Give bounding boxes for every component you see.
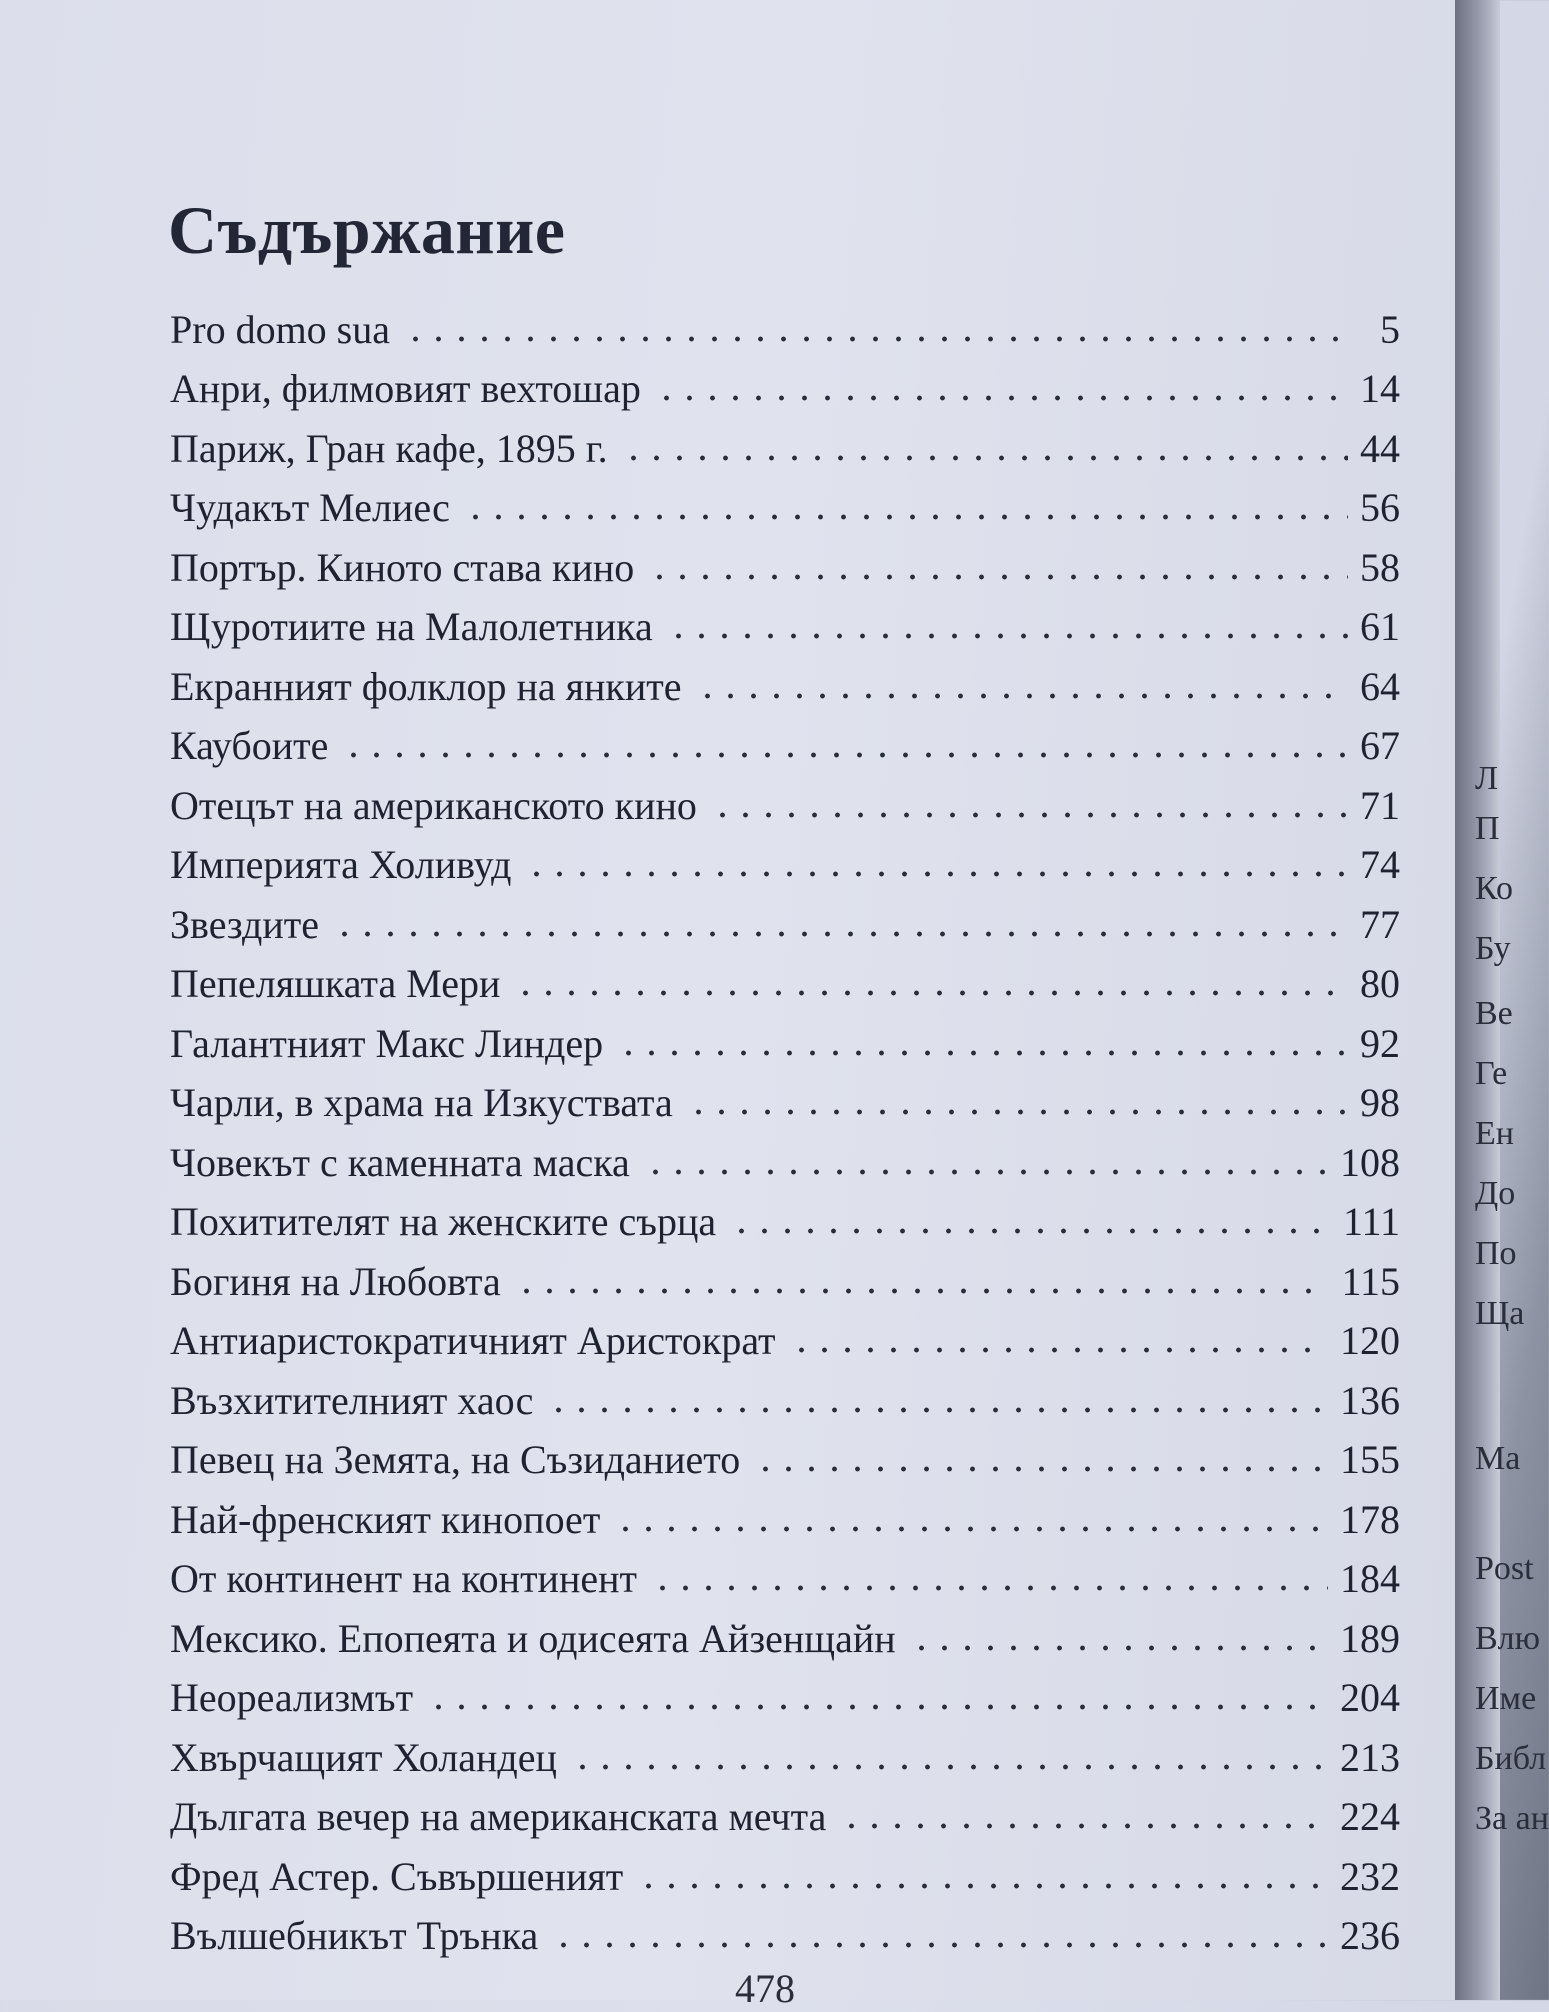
toc-entry-title: Богиня на Любовта xyxy=(170,1258,501,1304)
facing-page-fragment: Библ xyxy=(1475,1740,1547,1777)
toc-entry-title: Чудакът Мелиес xyxy=(170,485,450,530)
dot-leader xyxy=(342,750,1348,760)
toc-entry xyxy=(170,1837,1400,1897)
toc-entry-page: 98 xyxy=(1360,1080,1400,1125)
dot-leader xyxy=(617,1048,1348,1058)
toc-entry xyxy=(170,1599,1400,1659)
toc-entry-page: 189 xyxy=(1340,1615,1400,1661)
dot-leader xyxy=(696,691,1348,701)
toc-entry xyxy=(170,945,1400,1005)
toc-entry-title: Анри, филмовият вехтошар xyxy=(170,366,641,411)
toc-entry-page: 61 xyxy=(1360,604,1400,649)
toc-entry xyxy=(170,528,1400,588)
toc-entry-title: Чарли, в храма на Изкуствата xyxy=(170,1080,673,1125)
dot-leader xyxy=(514,988,1348,998)
toc-entry xyxy=(170,1480,1400,1540)
facing-page-fragment: Ен xyxy=(1475,1115,1514,1152)
toc-entry xyxy=(170,1302,1400,1362)
toc-entry-page: 213 xyxy=(1340,1734,1400,1780)
dot-leader xyxy=(547,1405,1328,1415)
toc-entry-page: 64 xyxy=(1360,663,1400,709)
dot-leader xyxy=(552,1940,1328,1950)
dot-leader xyxy=(730,1226,1331,1236)
page-number: 478 xyxy=(735,1966,795,2011)
table-of-contents xyxy=(170,290,1400,1956)
dot-leader xyxy=(622,453,1348,463)
facing-page-fragment: Ве xyxy=(1475,995,1513,1032)
toc-entry xyxy=(170,826,1400,886)
dot-leader xyxy=(651,1583,1328,1593)
dot-leader xyxy=(711,810,1348,820)
page-title: Съдържание xyxy=(168,191,566,268)
toc-entry-page: 108 xyxy=(1340,1139,1400,1185)
toc-entry-page: 204 xyxy=(1340,1675,1400,1720)
toc-entry-title: Щуротиите на Малолетника xyxy=(170,604,653,649)
toc-entry-page: 236 xyxy=(1340,1913,1400,1958)
facing-page-fragment: За ан xyxy=(1475,1800,1549,1837)
dot-leader xyxy=(644,1167,1328,1177)
facing-page-fragment: П xyxy=(1475,810,1500,847)
dot-leader xyxy=(790,1345,1328,1355)
toc-entry-page: 155 xyxy=(1340,1437,1400,1482)
toc-entry-page: 178 xyxy=(1340,1496,1400,1542)
facing-page-fragment: По xyxy=(1475,1235,1517,1272)
toc-entry xyxy=(170,707,1400,767)
toc-entry xyxy=(170,647,1400,707)
dot-leader xyxy=(648,572,1348,582)
facing-page-fragment: Ща xyxy=(1475,1295,1525,1332)
toc-entry-page: 224 xyxy=(1340,1794,1400,1839)
toc-entry xyxy=(170,1123,1400,1183)
facing-page-fragment: Post xyxy=(1475,1550,1534,1587)
toc-entry xyxy=(170,1897,1400,1957)
toc-entry xyxy=(170,350,1400,410)
facing-page-fragment: Ге xyxy=(1475,1055,1508,1092)
toc-entry xyxy=(170,1778,1400,1838)
toc-entry-title: Портър. Киното става кино xyxy=(170,544,635,590)
toc-entry-page: 77 xyxy=(1360,901,1400,947)
toc-entry xyxy=(170,409,1400,469)
facing-page-fragment: До xyxy=(1475,1175,1516,1212)
toc-entry-title: Певец на Земята, на Съзиданието xyxy=(170,1437,741,1482)
toc-entry-page: 115 xyxy=(1341,1258,1400,1304)
toc-entry-page: 184 xyxy=(1340,1556,1400,1601)
dot-leader xyxy=(464,512,1348,522)
toc-entry-title: Хвърчащият Холандец xyxy=(170,1734,557,1780)
toc-entry-title: Каубоите xyxy=(170,723,329,768)
toc-entry-title: Възхитителният хаос xyxy=(170,1377,534,1423)
toc-entry-page: 14 xyxy=(1360,366,1400,411)
toc-entry-page: 92 xyxy=(1360,1020,1400,1066)
toc-entry-title: Най-френският кинопоет xyxy=(170,1496,601,1542)
toc-entry xyxy=(170,1183,1400,1243)
toc-entry xyxy=(170,1242,1400,1302)
toc-entry xyxy=(170,1004,1400,1064)
dot-leader xyxy=(637,1881,1328,1891)
toc-entry xyxy=(170,588,1400,648)
toc-entry-title: Париж, Гран кафе, 1895 г. xyxy=(170,425,608,471)
toc-entry xyxy=(170,1659,1400,1719)
facing-page-fragment: Ко xyxy=(1475,870,1513,907)
toc-entry-title: Звездите xyxy=(170,901,320,947)
toc-entry-page: 74 xyxy=(1360,842,1400,887)
toc-entry-title: Човекът с каменната маска xyxy=(170,1139,630,1185)
dot-leader xyxy=(427,1702,1328,1712)
toc-entry xyxy=(170,1540,1400,1600)
toc-entry-title: От континент на континент xyxy=(170,1556,638,1601)
toc-entry xyxy=(170,1361,1400,1421)
toc-entry-title: Империята Холивуд xyxy=(170,842,512,887)
toc-entry-title: Антиаристократичният Аристократ xyxy=(170,1318,776,1363)
facing-page-fragment: Л xyxy=(1475,760,1499,797)
toc-entry xyxy=(170,1421,1400,1481)
toc-entry-title: Мексико. Епопеята и одисеята Айзенщайн xyxy=(170,1615,896,1661)
toc-entry-title: Галантният Макс Линдер xyxy=(170,1020,604,1066)
toc-entry-title: Вълшебникът Трънка xyxy=(170,1913,539,1958)
toc-entry-title: Фред Астер. Съвършеният xyxy=(170,1853,624,1899)
toc-entry-page: 58 xyxy=(1360,544,1400,590)
facing-page-fragment: Влю xyxy=(1475,1620,1541,1657)
toc-entry-page: 232 xyxy=(1340,1853,1400,1899)
dot-leader xyxy=(614,1524,1328,1534)
dot-leader xyxy=(515,1286,1330,1296)
toc-entry-title: Похитителят на женските сърца xyxy=(170,1199,717,1244)
toc-entry-page: 71 xyxy=(1360,782,1400,828)
facing-page-fragment: Име xyxy=(1475,1680,1537,1717)
toc-entry-title: Pro domo sua xyxy=(170,306,390,352)
toc-entry xyxy=(170,469,1400,529)
dot-leader xyxy=(404,334,1348,344)
facing-page-fragment: Бу xyxy=(1475,930,1511,967)
toc-entry-page: 111 xyxy=(1342,1199,1400,1244)
toc-entry-title: Пепеляшката Мери xyxy=(170,961,501,1006)
dot-leader xyxy=(571,1762,1328,1772)
toc-entry-title: Неореализмът xyxy=(170,1675,414,1720)
toc-entry-page: 5 xyxy=(1380,306,1400,352)
dot-leader xyxy=(655,393,1348,403)
dot-leader xyxy=(910,1643,1328,1653)
toc-entry-page: 136 xyxy=(1340,1377,1400,1423)
dot-leader xyxy=(667,631,1348,641)
toc-entry-title: Отецът на американското кино xyxy=(170,782,697,828)
toc-entry-page: 56 xyxy=(1360,485,1400,530)
toc-entry xyxy=(170,290,1400,350)
toc-entry-page: 80 xyxy=(1360,961,1400,1006)
toc-entry-title: Дългата вечер на американската мечта xyxy=(170,1794,827,1839)
toc-entry xyxy=(170,885,1400,945)
dot-leader xyxy=(333,929,1348,939)
toc-entry xyxy=(170,1718,1400,1778)
dot-leader xyxy=(840,1821,1328,1831)
toc-entry xyxy=(170,766,1400,826)
dot-leader xyxy=(525,869,1348,879)
toc-entry-page: 120 xyxy=(1340,1318,1400,1363)
dot-leader xyxy=(754,1464,1328,1474)
toc-entry xyxy=(170,1064,1400,1124)
toc-entry-page: 44 xyxy=(1360,425,1400,471)
toc-entry-page: 67 xyxy=(1360,723,1400,768)
dot-leader xyxy=(687,1107,1348,1117)
toc-entry-title: Екранният фолклор на янките xyxy=(170,663,682,709)
facing-page-fragment: Ма xyxy=(1475,1440,1521,1477)
